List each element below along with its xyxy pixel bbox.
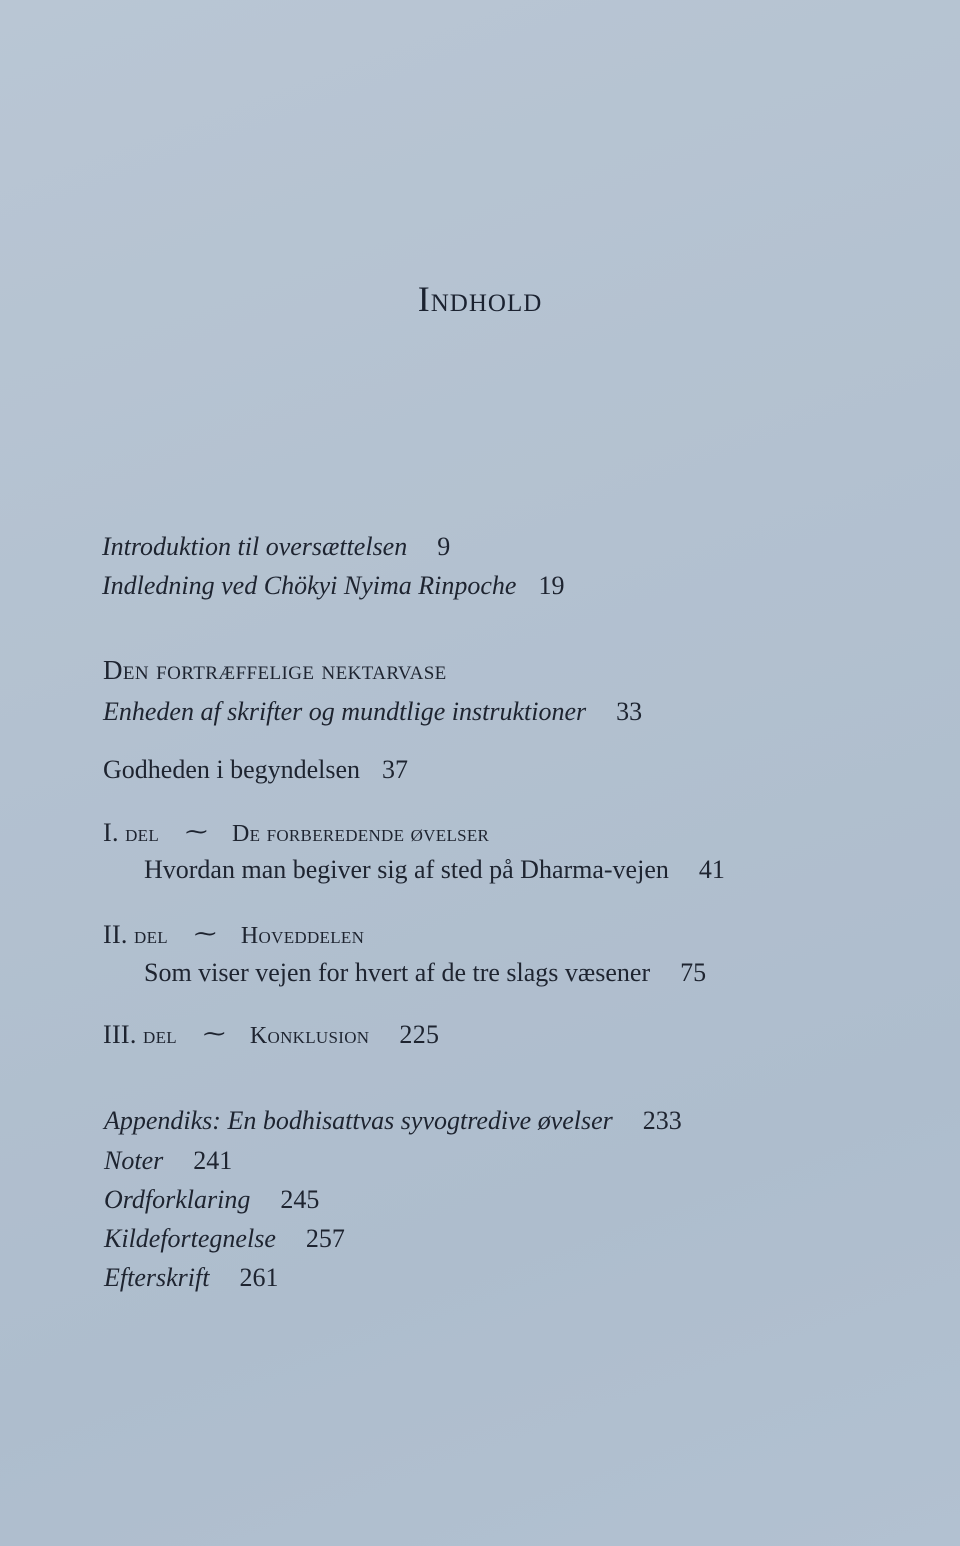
- toc-entry-page: 261: [239, 1263, 279, 1292]
- toc-entry-label: Noter: [104, 1146, 164, 1175]
- toc-entry-page: 245: [280, 1185, 320, 1214]
- page-title: Indhold: [417, 279, 543, 319]
- toc-entry-label: Godheden i begyndelsen: [103, 755, 361, 784]
- toc-entry-label: Enheden af skrifter og mundtlige instruktioner: [103, 697, 587, 726]
- toc-entry-label: Introduktion til oversættelsen: [102, 532, 408, 561]
- toc-entry-page: 19: [538, 571, 565, 600]
- part-number: II.: [103, 920, 128, 949]
- toc-entry-label: Ordforklaring: [104, 1185, 251, 1214]
- toc-entry-godheden: [103, 757, 408, 783]
- section-heading: Den fortræffelige nektarvase: [103, 655, 447, 685]
- part-del-label: del: [134, 923, 168, 949]
- part-number: III.: [103, 1020, 137, 1049]
- toc-entry-indledning: [102, 573, 564, 599]
- toc-entry-label: Efterskrift: [104, 1263, 210, 1292]
- toc-entry-label: Hvordan man begiver sig af sted på Dharma-vejen: [144, 855, 669, 884]
- part-title: Konklusion: [249, 1023, 370, 1049]
- toc-entry-label: Appendiks: En bodhisattvas syvogtredive øvelser: [104, 1106, 613, 1135]
- toc-entry-page: 257: [305, 1224, 345, 1253]
- toc-entry-efterskrift: [104, 1265, 278, 1291]
- toc-entry-page: 75: [680, 958, 707, 987]
- swash-ornament-icon: ⁓: [203, 1021, 226, 1046]
- toc-entry-page: 233: [642, 1106, 682, 1135]
- toc-entry-page: 241: [193, 1146, 233, 1175]
- toc-entry-part1-sub: [144, 857, 725, 883]
- toc-entry-label: Som viser vejen for hvert af de tre slags væsener: [144, 958, 651, 987]
- toc-entry-ordforklaring: [104, 1187, 319, 1213]
- toc-entry-enheden: [103, 699, 642, 725]
- part-del-label: del: [125, 821, 160, 847]
- toc-entry-label: Indledning ved Chökyi Nyima Rinpoche: [102, 571, 517, 600]
- part-heading-1: [103, 820, 489, 846]
- part-title: De forberedende øvelser: [231, 821, 490, 847]
- toc-entry-noter: [104, 1148, 232, 1174]
- toc-entry-page: 37: [382, 755, 409, 784]
- toc-entry-page: 41: [698, 855, 725, 884]
- toc-entry-page: 225: [399, 1020, 440, 1049]
- toc-entry-part2-sub: [144, 960, 706, 986]
- part-title: Hoveddelen: [240, 923, 365, 949]
- toc-entry-appendiks: [104, 1108, 682, 1134]
- toc-entry-page: 9: [437, 532, 451, 561]
- toc-entry-kildefortegnelse: [104, 1226, 345, 1252]
- part-del-label: del: [143, 1023, 177, 1049]
- toc-entry-page: 33: [616, 697, 643, 726]
- swash-ornament-icon: ⁓: [194, 921, 217, 946]
- part-heading-2: [103, 922, 364, 948]
- part-number: I.: [103, 818, 119, 847]
- toc-entry-introduktion: [102, 534, 450, 560]
- part-heading-3: [103, 1022, 439, 1048]
- swash-ornament-icon: ⁓: [185, 819, 208, 844]
- toc-entry-label: Kildefortegnelse: [104, 1224, 276, 1253]
